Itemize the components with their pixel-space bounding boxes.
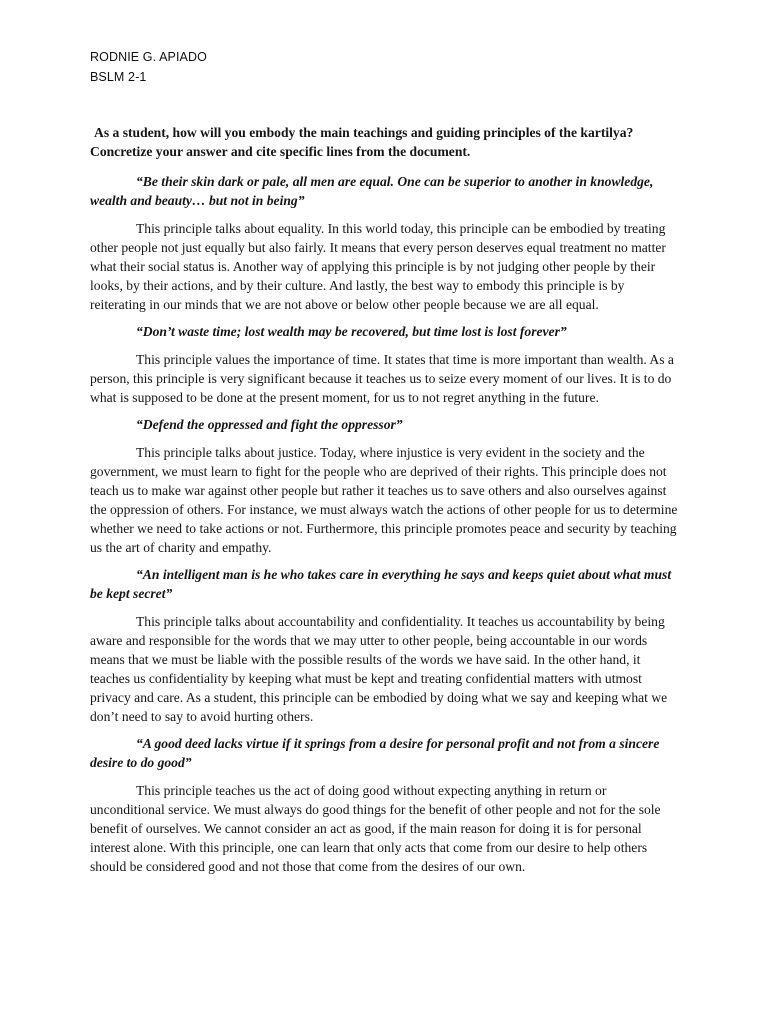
principle-explanation-5: This principle teaches us the act of doing good without expecting anything in return or unconditional service. We must always do good things for the benefit of other people and not for the sole benefit of ourselves. We cannot consider an act as good, if the main reason for doing it is for personal interest alone. With this principle, one can learn that only acts that come from our desire to help others should be considered good and not those that come from the desires of our own. [90, 783, 661, 874]
principle-explanation-2: This principle values the importance of time. It states that time is more important than wealth. As a person, this principle is very significant because it teaches us to seize every moment of our lives. It is to do what is supposed to be done at the present moment, for us to not regret anything in the future. [90, 352, 674, 405]
principle-explanation-1: This principle talks about equality. In this world today, this principle can be embodied by treating other people not just equally but also fairly. It means that every person deserves equal treatment no matter what their social status is. Another way of applying this principle is by not judging other people by their looks, by their actions, and by their culture. And lastly, the best way to embody this principle is by reiterating in our minds that we are not above or below other people because we are all equal. [90, 221, 666, 312]
author-header [90, 47, 207, 87]
principle-quote-1: “Be their skin dark or pale, all men are equal. One can be superior to another in knowledge, wealth and beauty… but not in being” [90, 174, 654, 208]
document-body [90, 123, 680, 884]
principle-quote-5: “A good deed lacks virtue if it springs from a desire for personal profit and not from a sincere desire to do good” [90, 736, 660, 770]
principle-explanation-3: This principle talks about justice. Today, where injustice is very evident in the society and the government, we must learn to fight for the people who are deprived of their rights. This principle does not teach us to make war against other people but rather it teaches us to save others and also ourselves against the oppression of others. For instance, we must always watch the actions of other people for us to determine whether we need to take actions or not. Furthermore, this principle promotes peace and security by teaching us the art of charity and empathy. [90, 445, 678, 555]
author-section: BSLM 2-1 [90, 70, 147, 84]
question-prompt: As a student, how will you embody the main teachings and guiding principles of the kartilya? Concretize your answer and cite specific lines from the document. [90, 125, 634, 159]
principle-quote-4: “An intelligent man is he who takes care in everything he says and keeps quiet about what must be kept secret” [90, 567, 672, 601]
principle-quote-3: “Defend the oppressed and fight the oppressor” [136, 417, 403, 432]
principle-quote-2: “Don’t waste time; lost wealth may be recovered, but time lost is lost forever” [136, 324, 567, 339]
author-name: RODNIE G. APIADO [90, 50, 207, 64]
principle-explanation-4: This principle talks about accountability and confidentiality. It teaches us accountability by being aware and responsible for the words that we may utter to other people, being accountable in our words means that we must be liable with the possible results of the words we have said. In the other hand, it teaches us confidentiality by keeping what must be kept and treating confidential matters with utmost privacy and care. As a student, this principle can be embodied by doing what we say and keeping what we don’t need to say to avoid hurting others. [90, 614, 668, 724]
